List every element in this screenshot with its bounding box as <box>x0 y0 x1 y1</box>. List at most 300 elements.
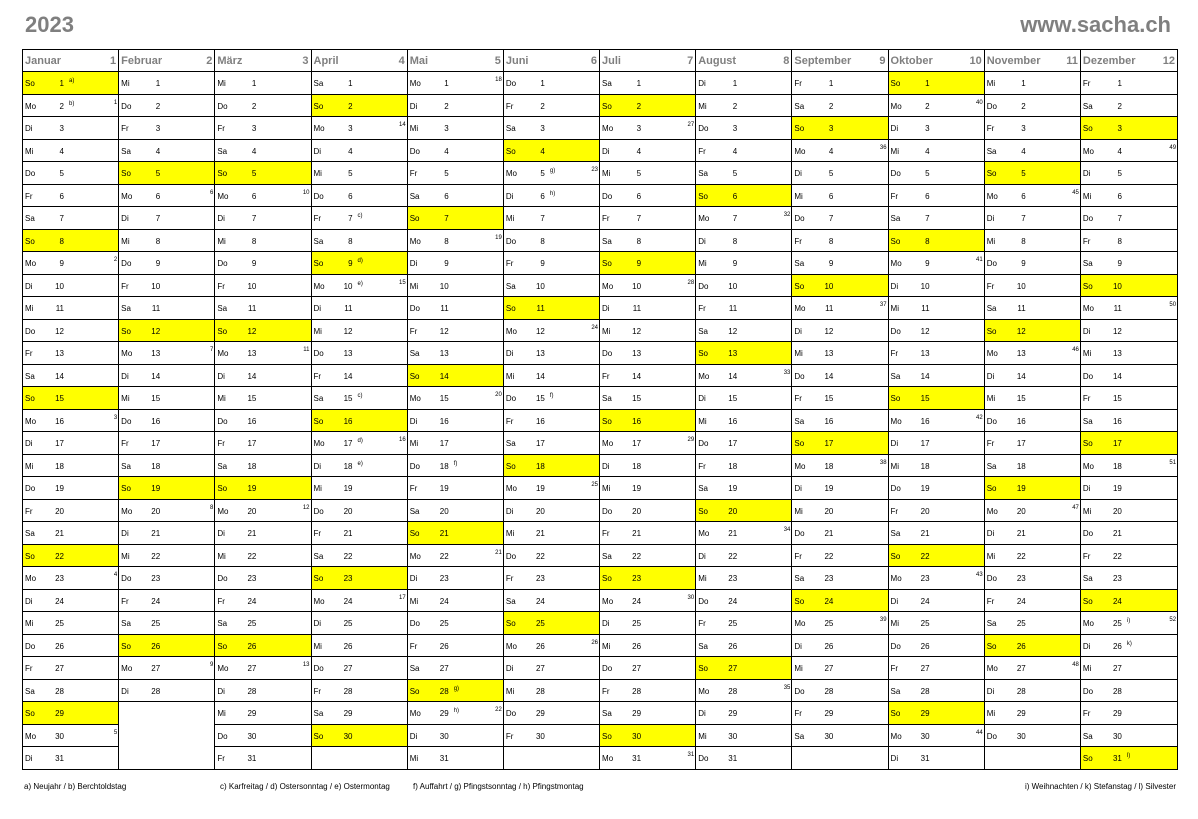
day-cell <box>985 275 1080 298</box>
day-cell <box>600 117 695 140</box>
footnote-pentecost: f) Auffahrt / g) Pfingstsonntag / h) Pfingstmontag <box>413 782 584 791</box>
day-number: 14 <box>439 371 449 381</box>
month-column-2 <box>119 50 215 769</box>
weekday-label: Fr <box>217 281 225 291</box>
weekday-label: Fr <box>121 596 129 606</box>
day-number: 22 <box>151 551 161 561</box>
day-number: 2 <box>636 101 642 111</box>
day-cell <box>504 140 599 163</box>
day-number: 31 <box>439 754 449 763</box>
weekday-label: Sa <box>409 349 420 358</box>
day-number: 6 <box>59 191 64 201</box>
day-cell <box>792 635 887 658</box>
day-cell <box>792 522 887 545</box>
day-number: 18 <box>1112 461 1122 471</box>
day-number: 20 <box>728 506 738 516</box>
day-cell <box>600 297 695 320</box>
day-number: 1 <box>540 79 545 88</box>
day-number: 24 <box>1112 596 1122 606</box>
day-cell <box>23 252 118 275</box>
day-number: 28 <box>632 686 642 696</box>
day-cell <box>1081 275 1177 298</box>
day-cell <box>696 72 791 95</box>
day-number: 29 <box>824 709 834 718</box>
weekday-label: Sa <box>313 709 324 718</box>
weekday-label: Fr <box>698 146 706 156</box>
day-cell <box>504 342 599 365</box>
weekday-label: So <box>986 169 997 178</box>
weekday-label: Mo <box>505 326 517 336</box>
weekday-label: So <box>505 461 516 471</box>
weekday-label: Do <box>794 686 805 696</box>
day-cell <box>23 230 118 253</box>
day-number: 19 <box>151 484 161 493</box>
day-number: 12 <box>1016 326 1026 336</box>
day-cell <box>312 342 407 365</box>
day-number: 2 <box>348 101 353 111</box>
weekday-label: Do <box>890 326 901 336</box>
day-number: 20 <box>151 506 161 516</box>
day-cell <box>408 545 503 568</box>
holiday-marker: g) <box>549 168 556 174</box>
day-cell <box>600 567 695 590</box>
day-cell <box>312 117 407 140</box>
day-cell <box>600 207 695 230</box>
day-number: 16 <box>247 416 257 426</box>
day-number: 5 <box>348 169 353 178</box>
weekday-label: So <box>794 596 805 606</box>
day-number: 20 <box>247 506 257 516</box>
day-cell <box>215 612 310 635</box>
day-number: 3 <box>540 124 545 133</box>
weekday-label: Mo <box>505 641 517 651</box>
day-number: 19 <box>247 484 257 493</box>
day-number: 23 <box>1112 574 1122 583</box>
day-number: 9 <box>348 259 353 268</box>
weekday-label: Di <box>602 304 610 313</box>
weekday-label: Mi <box>25 146 34 156</box>
day-cell <box>215 657 310 680</box>
week-number: 2 <box>113 257 118 263</box>
day-number: 18 <box>247 461 257 471</box>
day-cell <box>312 162 407 185</box>
weekday-label: Do <box>1082 371 1094 381</box>
week-number: 40 <box>976 99 983 106</box>
year-calendar-grid <box>22 49 1178 770</box>
weekday-label: Di <box>409 574 418 583</box>
weekday-label: Mi <box>121 79 130 88</box>
day-cell <box>600 725 695 748</box>
weekday-label: Sa <box>25 529 35 538</box>
week-number: 3 <box>113 414 118 421</box>
week-number: 11 <box>303 347 310 353</box>
weekday-label: Sa <box>409 191 420 201</box>
day-number: 15 <box>1016 394 1026 403</box>
day-cell <box>792 162 887 185</box>
day-cell <box>504 95 599 118</box>
day-number: 19 <box>1016 484 1026 493</box>
day-number: 18 <box>55 461 64 471</box>
weekday-label: Di <box>217 214 225 223</box>
weekday-label: So <box>890 709 901 718</box>
weekday-label: Di <box>409 101 418 111</box>
day-number: 8 <box>828 236 834 246</box>
day-cell <box>215 297 310 320</box>
day-cell <box>215 275 310 298</box>
weekday-label: Fr <box>25 664 33 673</box>
day-number: 27 <box>728 664 738 673</box>
day-number: 15 <box>247 394 257 403</box>
weekday-label: Mi <box>986 709 996 718</box>
weekday-label: Di <box>217 686 225 696</box>
weekday-label: So <box>794 124 805 133</box>
weekday-label: Mo <box>1082 304 1095 313</box>
day-cell <box>600 275 695 298</box>
weekday-label: Do <box>217 259 228 268</box>
day-cell <box>600 95 695 118</box>
day-number: 29 <box>247 709 257 718</box>
day-number: 4 <box>1117 146 1122 156</box>
weekday-label: Mi <box>1082 191 1092 201</box>
day-number: 13 <box>824 349 834 358</box>
day-number: 2 <box>925 101 930 111</box>
day-number: 27 <box>1112 664 1122 673</box>
day-number: 15 <box>728 394 738 403</box>
weekday-label: Di <box>121 686 129 696</box>
day-number: 3 <box>925 124 930 133</box>
weekday-label: Do <box>986 416 997 426</box>
day-cell <box>696 545 791 568</box>
day-cell <box>312 230 407 253</box>
day-cell <box>792 95 887 118</box>
day-cell <box>889 747 984 770</box>
weekday-label: Do <box>698 281 709 291</box>
week-number: 41 <box>976 257 983 263</box>
month-column-11 <box>985 50 1081 769</box>
weekday-label: Mi <box>505 214 515 223</box>
weekday-label: Di <box>121 214 129 223</box>
weekday-label: Mi <box>217 551 226 561</box>
day-cell <box>312 72 407 95</box>
day-number: 5 <box>732 169 738 178</box>
day-cell <box>985 320 1080 343</box>
day-number: 6 <box>1117 191 1122 201</box>
day-cell <box>696 477 791 500</box>
day-cell <box>985 230 1080 253</box>
weekday-label: Mi <box>313 169 322 178</box>
week-number: 48 <box>1072 662 1079 668</box>
day-cell <box>696 275 791 298</box>
day-number: 19 <box>439 484 449 493</box>
day-cell <box>312 207 407 230</box>
weekday-label: Sa <box>602 394 612 403</box>
day-cell <box>600 342 695 365</box>
day-number: 23 <box>343 574 353 583</box>
day-cell <box>119 545 214 568</box>
day-cell <box>408 387 503 410</box>
day-cell <box>985 95 1080 118</box>
day-number: 23 <box>632 574 642 583</box>
weekday-label: Mi <box>602 326 611 336</box>
day-cell <box>504 162 599 185</box>
day-number: 25 <box>632 619 642 628</box>
day-number: 21 <box>151 529 161 538</box>
weekday-label: Do <box>698 754 709 763</box>
month-number: 4 <box>398 55 405 67</box>
day-number: 9 <box>540 259 545 268</box>
day-number: 30 <box>824 731 834 741</box>
day-number: 3 <box>1117 124 1122 133</box>
day-number: 3 <box>251 124 257 133</box>
weekday-label: Mi <box>698 259 707 268</box>
day-number: 16 <box>439 416 449 426</box>
week-number: 39 <box>879 617 887 623</box>
weekday-label: Di <box>505 664 514 673</box>
weekday-label: Do <box>505 79 517 88</box>
weekday-label: Fr <box>217 596 225 606</box>
weekday-label: So <box>890 551 901 561</box>
day-number: 16 <box>535 416 545 426</box>
day-cell <box>119 95 214 118</box>
day-cell <box>408 162 503 185</box>
weekday-label: So <box>698 191 708 201</box>
day-cell <box>792 702 887 725</box>
week-number: 43 <box>976 572 983 578</box>
day-cell <box>889 567 984 590</box>
holiday-marker: h) <box>549 190 556 197</box>
day-number: 28 <box>920 686 930 696</box>
weekday-label: Fr <box>25 506 33 516</box>
footnote-easter: c) Karfreitag / d) Ostersonntag / e) Ostermontag <box>220 782 390 791</box>
month-column-4 <box>312 50 408 769</box>
day-number: 30 <box>535 731 545 741</box>
day-cell <box>408 590 503 613</box>
day-cell <box>696 635 791 658</box>
weekday-label: So <box>409 371 420 381</box>
day-number: 8 <box>732 236 738 246</box>
weekday-label: Mi <box>986 236 996 246</box>
day-cell <box>312 702 407 725</box>
day-number: 19 <box>55 484 64 493</box>
weekday-label: Di <box>986 214 995 223</box>
day-number: 21 <box>824 529 834 538</box>
weekday-label: Sa <box>25 686 35 696</box>
weekday-label: So <box>313 259 324 268</box>
day-number: 21 <box>920 529 930 538</box>
day-cell <box>23 95 118 118</box>
day-cell <box>312 320 407 343</box>
day-number: 14 <box>247 371 257 381</box>
day-number: 14 <box>535 371 545 381</box>
day-number: 28 <box>728 686 738 696</box>
weekday-label: Fr <box>313 214 322 223</box>
day-cell <box>1081 545 1177 568</box>
day-cell <box>985 500 1080 523</box>
day-number: 10 <box>1016 281 1026 291</box>
day-number: 27 <box>535 664 545 673</box>
day-number: 10 <box>728 281 738 291</box>
day-cell <box>696 455 791 478</box>
day-number: 20 <box>1112 506 1122 516</box>
day-number: 18 <box>1016 461 1026 471</box>
day-cell <box>792 320 887 343</box>
weekday-label: Do <box>890 169 901 178</box>
day-number: 27 <box>151 664 161 673</box>
day-cell <box>889 117 984 140</box>
weekday-label: Di <box>1082 326 1091 336</box>
day-cell <box>504 207 599 230</box>
day-cell <box>312 545 407 568</box>
day-number: 14 <box>55 371 64 381</box>
day-number: 17 <box>1016 439 1026 448</box>
day-number: 25 <box>247 619 257 628</box>
weekday-label: Sa <box>794 416 805 426</box>
day-cell <box>504 252 599 275</box>
day-number: 23 <box>920 574 930 583</box>
weekday-label: So <box>698 664 708 673</box>
weekday-label: So <box>409 214 420 223</box>
day-cell <box>312 275 407 298</box>
day-cell <box>985 207 1080 230</box>
day-number: 20 <box>535 506 545 516</box>
weekday-label: Mi <box>986 394 996 403</box>
day-cell <box>408 320 503 343</box>
month-column-12 <box>1081 50 1177 769</box>
day-cell <box>215 72 310 95</box>
site-url: www.sacha.ch <box>1020 12 1171 37</box>
weekday-label: Sa <box>698 641 708 651</box>
day-number: 29 <box>55 709 64 718</box>
day-cell <box>215 500 310 523</box>
weekday-label: Do <box>698 596 709 606</box>
week-number: 27 <box>687 122 695 128</box>
day-cell <box>119 320 214 343</box>
day-number: 31 <box>1112 754 1122 763</box>
day-number: 22 <box>247 551 257 561</box>
month-column-3 <box>215 50 311 769</box>
weekday-label: So <box>313 574 324 583</box>
day-cell <box>1081 455 1177 478</box>
day-cell <box>215 410 310 433</box>
holiday-marker: d) <box>357 258 363 264</box>
weekday-label: Mo <box>217 349 229 358</box>
day-number: 18 <box>920 461 930 471</box>
day-cell <box>985 297 1080 320</box>
week-number: 5 <box>113 729 118 736</box>
day-cell <box>985 410 1080 433</box>
weekday-label: So <box>25 709 35 718</box>
weekday-label: So <box>794 281 805 291</box>
day-cell <box>792 657 887 680</box>
day-cell <box>215 140 310 163</box>
weekday-label: Di <box>986 371 995 381</box>
day-cell <box>215 185 310 208</box>
day-cell <box>985 725 1080 748</box>
day-cell <box>889 252 984 275</box>
day-cell <box>985 612 1080 635</box>
holiday-marker: e) <box>357 280 363 287</box>
day-cell <box>889 545 984 568</box>
weekday-label: So <box>25 394 35 403</box>
weekday-label: Sa <box>890 686 901 696</box>
day-cell <box>696 747 791 770</box>
day-number: 27 <box>343 664 353 673</box>
day-number: 8 <box>925 236 930 246</box>
weekday-label: Do <box>602 191 613 201</box>
day-number: 25 <box>824 619 834 628</box>
day-number: 13 <box>55 349 64 358</box>
day-cell <box>889 455 984 478</box>
weekday-label: Sa <box>794 259 805 268</box>
day-number: 12 <box>247 326 257 336</box>
day-number: 23 <box>439 574 449 583</box>
weekday-label: Di <box>25 439 33 448</box>
weekday-label: Sa <box>602 551 612 561</box>
weekday-label: Mo <box>794 619 806 628</box>
holiday-marker: f) <box>549 393 554 399</box>
weekday-label: Sa <box>409 506 420 516</box>
day-number: 10 <box>1112 281 1122 291</box>
day-number: 9 <box>828 259 834 268</box>
weekday-label: Di <box>890 124 899 133</box>
day-cell <box>889 725 984 748</box>
day-number: 30 <box>343 731 353 741</box>
day-number: 6 <box>636 191 642 201</box>
weekday-label: So <box>25 236 35 246</box>
weekday-label: Do <box>313 349 324 358</box>
day-number: 20 <box>632 506 642 516</box>
weekday-label: Sa <box>602 236 612 246</box>
weekday-label: Sa <box>217 146 228 156</box>
day-number: 18 <box>728 461 738 471</box>
weekday-label: Sa <box>217 461 228 471</box>
day-cell <box>889 635 984 658</box>
weekday-label: Di <box>890 281 899 291</box>
day-number: 3 <box>732 124 738 133</box>
weekday-label: Fr <box>505 416 514 426</box>
day-number: 9 <box>925 259 930 268</box>
day-number: 7 <box>828 214 834 223</box>
day-number: 17 <box>535 439 545 448</box>
day-cell <box>215 567 310 590</box>
weekday-label: Fr <box>409 169 418 178</box>
day-number: 29 <box>1016 709 1026 718</box>
day-number: 11 <box>825 304 834 313</box>
day-number: 29 <box>728 709 738 718</box>
day-cell <box>312 387 407 410</box>
month-name: Februar <box>121 55 163 67</box>
month-column-9 <box>792 50 888 769</box>
month-header <box>215 50 310 72</box>
weekday-label: Mi <box>794 664 803 673</box>
day-number: 24 <box>439 596 449 606</box>
weekday-label: Di <box>25 596 33 606</box>
month-column-10 <box>889 50 985 769</box>
day-number: 30 <box>439 731 449 741</box>
weekday-label: Mi <box>794 191 803 201</box>
day-cell <box>696 612 791 635</box>
day-cell <box>600 252 695 275</box>
day-cell <box>985 342 1080 365</box>
weekday-label: Do <box>890 484 901 493</box>
day-cell <box>312 140 407 163</box>
day-number: 6 <box>251 191 257 201</box>
day-number: 10 <box>920 281 930 291</box>
day-number: 14 <box>1112 371 1122 381</box>
day-cell <box>696 185 791 208</box>
day-cell <box>504 410 599 433</box>
day-number: 7 <box>636 214 642 223</box>
